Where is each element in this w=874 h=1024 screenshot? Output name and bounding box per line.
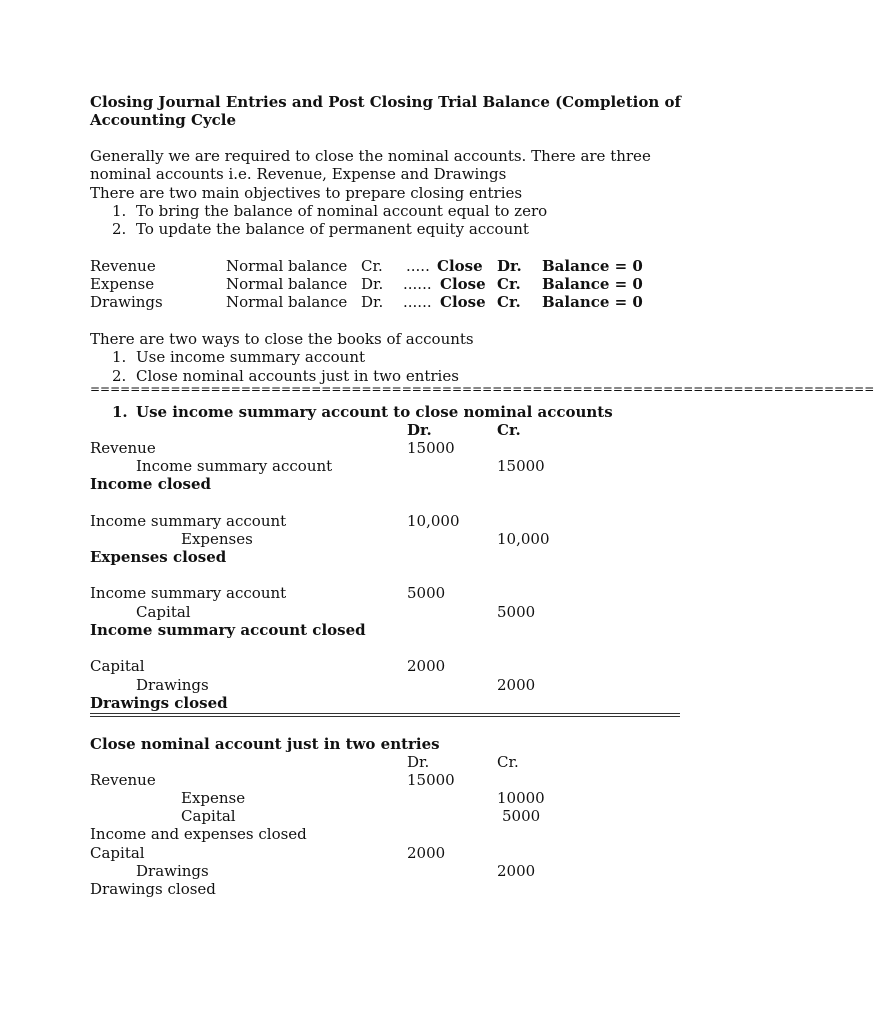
- section1-heading-number: 1.: [112, 403, 128, 421]
- equals-separator: ==============================================================================: [90, 382, 874, 396]
- journal-credit-amount: 2000: [497, 676, 536, 694]
- journal-debit-account: Capital: [90, 657, 145, 675]
- balance-normal: Normal balance: [226, 275, 348, 293]
- journal-credit-account: Drawings: [136, 862, 209, 880]
- journal-credit-amount: 10,000: [497, 530, 550, 548]
- intro-paragraph-1: Generally we are required to close the nominal accounts. There are three: [90, 147, 651, 165]
- balance-close-side: Cr.: [497, 275, 521, 293]
- way-number-1: 1.: [112, 348, 127, 366]
- journal-note: Drawings closed: [90, 694, 228, 712]
- balance-dots: ......: [403, 275, 432, 293]
- section2-cr-header: Cr.: [497, 753, 519, 771]
- journal-credit-amount: 5000: [502, 807, 541, 825]
- balance-close-side: Dr.: [497, 257, 522, 275]
- journal-debit-amount: 2000: [407, 657, 446, 675]
- journal-credit-account: Income summary account: [136, 457, 333, 475]
- balance-close: Close: [440, 293, 486, 311]
- journal-debit-amount: 15000: [407, 439, 455, 457]
- journal-debit-account: Income summary account: [90, 512, 287, 530]
- journal-debit-amount: 5000: [407, 584, 446, 602]
- balance-close: Close: [437, 257, 483, 275]
- balance-account: Revenue: [90, 257, 156, 275]
- journal-note: Income summary account closed: [90, 621, 366, 639]
- section2-heading: Close nominal account just in two entries: [90, 735, 440, 753]
- section1-dr-header: Dr.: [407, 421, 432, 439]
- way-number-2: 2.: [112, 367, 127, 385]
- double-rule-top: [90, 713, 680, 714]
- balance-side: Dr.: [361, 293, 384, 311]
- journal-credit-amount: 2000: [497, 862, 536, 880]
- journal-credit-account: Expense: [181, 789, 246, 807]
- balance-side: Cr.: [361, 257, 383, 275]
- journal-note: Expenses closed: [90, 548, 227, 566]
- journal-credit-account: Expenses: [181, 530, 253, 548]
- double-rule-bottom: [90, 716, 680, 717]
- journal-debit-amount: 10,000: [407, 512, 460, 530]
- balance-dots: .....: [406, 257, 430, 275]
- way-text-1: Use income summary account: [136, 348, 366, 366]
- section2-dr-header: Dr.: [407, 753, 430, 771]
- balance-side: Dr.: [361, 275, 384, 293]
- journal-debit-amount: 2000: [407, 844, 446, 862]
- journal-debit-account: Revenue: [90, 771, 156, 789]
- journal-debit-account: Capital: [90, 844, 145, 862]
- journal-credit-account: Drawings: [136, 676, 209, 694]
- balance-close-side: Cr.: [497, 293, 521, 311]
- balance-account: Drawings: [90, 293, 163, 311]
- journal-credit-account: Capital: [181, 807, 236, 825]
- journal-note: Drawings closed: [90, 880, 216, 898]
- journal-credit-amount: 10000: [497, 789, 545, 807]
- intro-paragraph-2: nominal accounts i.e. Revenue, Expense and Drawings: [90, 165, 507, 183]
- journal-note: Income closed: [90, 475, 212, 493]
- way-text-2: Close nominal accounts just in two entries: [136, 367, 459, 385]
- objective-number-2: 2.: [112, 220, 127, 238]
- title-line-1: Closing Journal Entries and Post Closing Trial Balance (Completion of: [90, 93, 681, 111]
- balance-normal: Normal balance: [226, 257, 348, 275]
- balance-result: Balance = 0: [542, 257, 643, 275]
- journal-debit-amount: 15000: [407, 771, 455, 789]
- journal-debit-account: Revenue: [90, 439, 156, 457]
- balance-result: Balance = 0: [542, 293, 643, 311]
- objective-text-2: To update the balance of permanent equity account: [136, 220, 529, 238]
- ways-intro: There are two ways to close the books of accounts: [90, 330, 474, 348]
- journal-credit-amount: 5000: [497, 603, 536, 621]
- balance-normal: Normal balance: [226, 293, 348, 311]
- title-line-2: Accounting Cycle: [90, 111, 236, 129]
- journal-debit-account: Income summary account: [90, 584, 287, 602]
- objective-text-1: To bring the balance of nominal account equal to zero: [136, 202, 548, 220]
- balance-result: Balance = 0: [542, 275, 643, 293]
- journal-credit-amount: 15000: [497, 457, 545, 475]
- journal-note: Income and expenses closed: [90, 825, 307, 843]
- balance-account: Expense: [90, 275, 155, 293]
- intro-paragraph-3: There are two main objectives to prepare closing entries: [90, 184, 523, 202]
- balance-close: Close: [440, 275, 486, 293]
- section1-heading: Use income summary account to close nominal accounts: [136, 403, 613, 421]
- balance-dots: ......: [403, 293, 432, 311]
- objective-number-1: 1.: [112, 202, 127, 220]
- journal-credit-account: Capital: [136, 603, 191, 621]
- section1-cr-header: Cr.: [497, 421, 521, 439]
